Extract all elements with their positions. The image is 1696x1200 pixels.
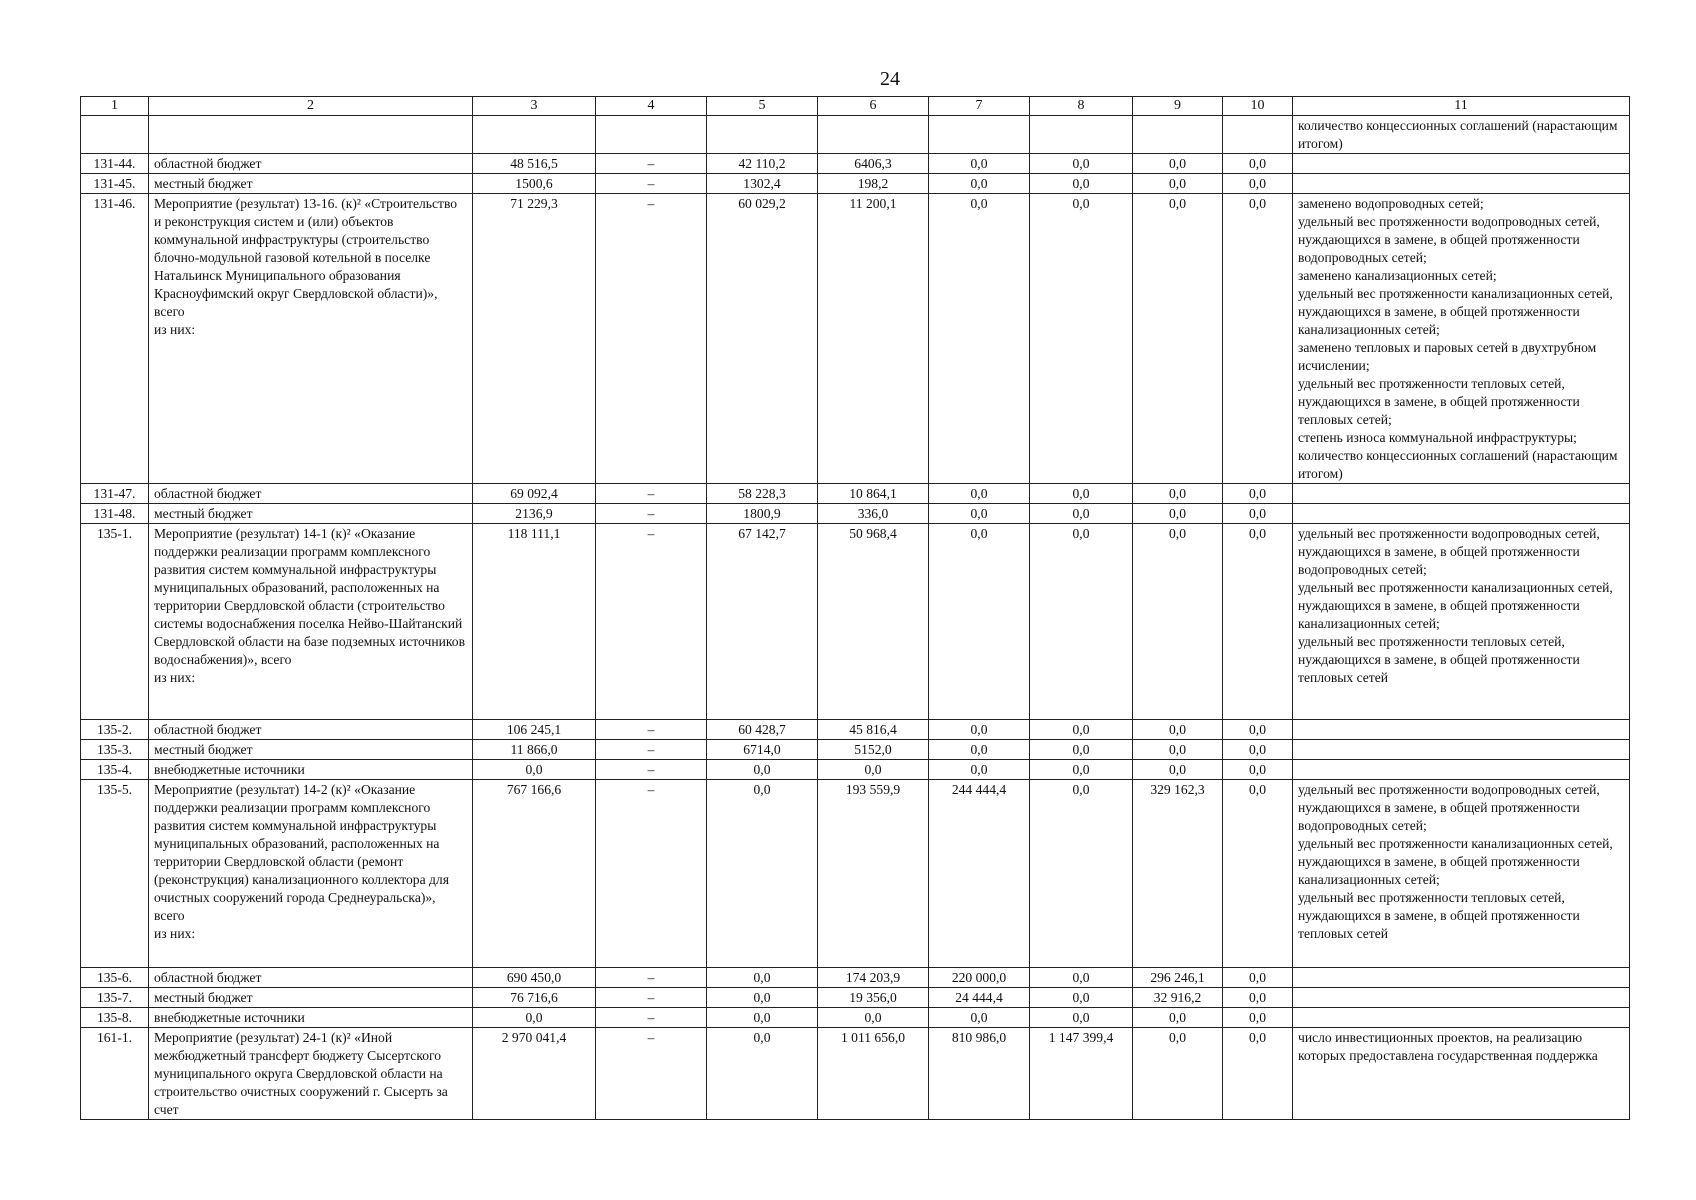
value-cell: 0,0 (1030, 988, 1133, 1008)
value-cell: 6406,3 (818, 154, 929, 174)
target-indicators (1293, 174, 1630, 194)
value-cell: – (596, 720, 707, 740)
target-indicators: число инвестиционных проектов, на реализацию которых предоставлена государственная поддержка (1293, 1028, 1630, 1120)
target-indicators: удельный вес протяженности водопроводных сетей, нуждающихся в замене, в общей протяженности водопроводных сетей; удельный вес протяженности канализационных сетей, нуждающихся в замене, в общей протяженности канализационных сетей; удельный вес протяженности тепловых сетей, нуждающихся в замене, в общей протяженности тепловых сетей (1293, 524, 1630, 720)
table-row (81, 760, 1630, 780)
value-cell: 0,0 (818, 1008, 929, 1028)
row-code: 135-4. (81, 760, 149, 780)
value-cell: 1302,4 (707, 174, 818, 194)
value-cell: – (596, 174, 707, 194)
value-cell: – (596, 194, 707, 484)
row-code: 135-1. (81, 524, 149, 720)
row-title: Мероприятие (результат) 13-16. (к)² «Строительство и реконструкция систем и (или) объектов коммунальной инфраструктуры (строительство блочно-модульной газовой котельной в поселке Натальинск Муниципального образования Красноуфимский округ Свердловской области)», всего из них: (149, 194, 473, 484)
value-cell: 198,2 (818, 174, 929, 194)
row-title: местный бюджет (149, 988, 473, 1008)
value-cell: 0,0 (1223, 780, 1293, 968)
value-cell: 296 246,1 (1133, 968, 1223, 988)
value-cell: 220 000,0 (929, 968, 1030, 988)
value-cell: 0,0 (1223, 740, 1293, 760)
value-cell: 0,0 (1030, 760, 1133, 780)
value-cell (707, 116, 818, 154)
value-cell: 0,0 (707, 780, 818, 968)
target-indicators (1293, 1008, 1630, 1028)
value-cell: 19 356,0 (818, 988, 929, 1008)
row-title: областной бюджет (149, 484, 473, 504)
value-cell: 2136,9 (473, 504, 596, 524)
value-cell: 42 110,2 (707, 154, 818, 174)
value-cell: 767 166,6 (473, 780, 596, 968)
value-cell: 0,0 (1030, 484, 1133, 504)
value-cell: 48 516,5 (473, 154, 596, 174)
row-code: 135-5. (81, 780, 149, 968)
value-cell: 67 142,7 (707, 524, 818, 720)
column-number: 4 (596, 97, 707, 116)
value-cell: 5152,0 (818, 740, 929, 760)
value-cell: 0,0 (1030, 154, 1133, 174)
value-cell: 0,0 (1133, 174, 1223, 194)
value-cell (1223, 116, 1293, 154)
row-code: 135-8. (81, 1008, 149, 1028)
value-cell: 0,0 (1030, 740, 1133, 760)
value-cell (818, 116, 929, 154)
value-cell: 0,0 (1223, 1028, 1293, 1120)
table-row (81, 116, 1630, 154)
value-cell: 1 011 656,0 (818, 1028, 929, 1120)
value-cell: 0,0 (1030, 720, 1133, 740)
value-cell: – (596, 988, 707, 1008)
column-number: 2 (149, 97, 473, 116)
target-indicators (1293, 988, 1630, 1008)
value-cell: 0,0 (1030, 504, 1133, 524)
column-number: 9 (1133, 97, 1223, 116)
value-cell (1030, 116, 1133, 154)
value-cell: 0,0 (1223, 968, 1293, 988)
value-cell: 106 245,1 (473, 720, 596, 740)
column-number: 10 (1223, 97, 1293, 116)
value-cell: 0,0 (1133, 484, 1223, 504)
row-title: Мероприятие (результат) 14-1 (к)² «Оказание поддержки реализации программ комплексного развития систем коммунальной инфраструктуры муниципальных образований, расположенных на территории Свердловской области (строительство системы водоснабжения поселка Нейво-Шайтанский Свердловской области на базе подземных источников водоснабжения)», всего из них: (149, 524, 473, 720)
value-cell: 0,0 (1223, 524, 1293, 720)
value-cell: 60 428,7 (707, 720, 818, 740)
target-indicators: заменено водопроводных сетей; удельный вес протяженности водопроводных сетей, нуждающихся в замене, в общей протяженности водопроводных сетей; заменено канализационных сетей; удельный вес протяженности канализационных сетей, нуждающихся в замене, в общей протяженности канализационных сетей; заменено тепловых и паровых сетей в двухтрубном исчислении; удельный вес протяженности тепловых сетей, нуждающихся в замене, в общей протяженности тепловых сетей; степень износа коммунальной инфраструктуры; количество концессионных соглашений (нарастающим итогом) (1293, 194, 1630, 484)
value-cell: 0,0 (929, 174, 1030, 194)
value-cell: 1 147 399,4 (1030, 1028, 1133, 1120)
value-cell: – (596, 504, 707, 524)
value-cell (929, 116, 1030, 154)
table-row (81, 524, 1630, 720)
target-indicators (1293, 504, 1630, 524)
target-indicators: количество концессионных соглашений (нарастающим итогом) (1293, 116, 1630, 154)
value-cell: 336,0 (818, 504, 929, 524)
value-cell: 0,0 (1133, 740, 1223, 760)
value-cell: 0,0 (707, 760, 818, 780)
row-code: 131-44. (81, 154, 149, 174)
row-title: областной бюджет (149, 720, 473, 740)
value-cell: 71 229,3 (473, 194, 596, 484)
table-row (81, 780, 1630, 968)
value-cell: 10 864,1 (818, 484, 929, 504)
value-cell: 0,0 (929, 194, 1030, 484)
table-row (81, 740, 1630, 760)
value-cell: 0,0 (1133, 1028, 1223, 1120)
value-cell: 0,0 (1030, 968, 1133, 988)
value-cell: 76 716,6 (473, 988, 596, 1008)
value-cell: – (596, 1028, 707, 1120)
value-cell: 0,0 (473, 1008, 596, 1028)
value-cell: 58 228,3 (707, 484, 818, 504)
row-title: Мероприятие (результат) 14-2 (к)² «Оказание поддержки реализации программ комплексного развития систем коммунальной инфраструктуры муниципальных образований, расположенных на территории Свердловской области (ремонт (реконструкция) канализационного коллектора для очистных сооружений города Среднеуральска)», всего из них: (149, 780, 473, 968)
value-cell: 0,0 (1223, 174, 1293, 194)
row-title: внебюджетные источники (149, 760, 473, 780)
value-cell (1133, 116, 1223, 154)
value-cell: 60 029,2 (707, 194, 818, 484)
value-cell: 0,0 (707, 988, 818, 1008)
value-cell: 0,0 (1223, 720, 1293, 740)
value-cell: 0,0 (929, 740, 1030, 760)
value-cell: 24 444,4 (929, 988, 1030, 1008)
value-cell: 0,0 (1223, 194, 1293, 484)
value-cell: – (596, 524, 707, 720)
value-cell: 118 111,1 (473, 524, 596, 720)
row-title: местный бюджет (149, 174, 473, 194)
target-indicators (1293, 720, 1630, 740)
column-number: 11 (1293, 97, 1630, 116)
value-cell: 69 092,4 (473, 484, 596, 504)
row-code: 131-47. (81, 484, 149, 504)
value-cell: 0,0 (929, 760, 1030, 780)
target-indicators (1293, 968, 1630, 988)
value-cell: 0,0 (1223, 154, 1293, 174)
value-cell: 0,0 (818, 760, 929, 780)
row-title: областной бюджет (149, 154, 473, 174)
value-cell: 193 559,9 (818, 780, 929, 968)
value-cell: 11 200,1 (818, 194, 929, 484)
value-cell: 0,0 (1223, 988, 1293, 1008)
value-cell: 0,0 (1030, 524, 1133, 720)
value-cell: 329 162,3 (1133, 780, 1223, 968)
value-cell: 174 203,9 (818, 968, 929, 988)
target-indicators (1293, 484, 1630, 504)
value-cell: 0,0 (1133, 194, 1223, 484)
value-cell: 0,0 (1223, 760, 1293, 780)
value-cell: – (596, 484, 707, 504)
value-cell: 32 916,2 (1133, 988, 1223, 1008)
row-title: местный бюджет (149, 504, 473, 524)
table-row (81, 504, 1630, 524)
value-cell: 0,0 (929, 484, 1030, 504)
value-cell: – (596, 968, 707, 988)
value-cell: 50 968,4 (818, 524, 929, 720)
row-title (149, 116, 473, 154)
value-cell: 0,0 (1030, 1008, 1133, 1028)
column-number: 5 (707, 97, 818, 116)
table-row (81, 1028, 1630, 1120)
row-code (81, 116, 149, 154)
value-cell: 0,0 (1133, 760, 1223, 780)
row-code: 131-48. (81, 504, 149, 524)
column-number: 3 (473, 97, 596, 116)
target-indicators: удельный вес протяженности водопроводных сетей, нуждающихся в замене, в общей протяженности водопроводных сетей; удельный вес протяженности канализационных сетей, нуждающихся в замене, в общей протяженности канализационных сетей; удельный вес протяженности тепловых сетей, нуждающихся в замене, в общей протяженности тепловых сетей (1293, 780, 1630, 968)
budget-table (80, 96, 1630, 1120)
value-cell: 690 450,0 (473, 968, 596, 988)
column-number: 6 (818, 97, 929, 116)
value-cell: 0,0 (1030, 174, 1133, 194)
row-title: областной бюджет (149, 968, 473, 988)
target-indicators (1293, 740, 1630, 760)
value-cell: 0,0 (1030, 780, 1133, 968)
row-code: 161-1. (81, 1028, 149, 1120)
value-cell: – (596, 740, 707, 760)
value-cell: – (596, 780, 707, 968)
value-cell: 6714,0 (707, 740, 818, 760)
value-cell: 0,0 (1133, 154, 1223, 174)
value-cell: 2 970 041,4 (473, 1028, 596, 1120)
value-cell: 11 866,0 (473, 740, 596, 760)
value-cell: 0,0 (929, 154, 1030, 174)
row-title: местный бюджет (149, 740, 473, 760)
value-cell: 0,0 (707, 968, 818, 988)
value-cell: – (596, 154, 707, 174)
value-cell: 0,0 (1030, 194, 1133, 484)
table-row (81, 194, 1630, 484)
value-cell: 0,0 (929, 720, 1030, 740)
table-row (81, 968, 1630, 988)
value-cell: 1800,9 (707, 504, 818, 524)
value-cell: 0,0 (929, 504, 1030, 524)
value-cell: 0,0 (1133, 720, 1223, 740)
value-cell: 0,0 (1223, 484, 1293, 504)
table-row (81, 988, 1630, 1008)
value-cell: 0,0 (473, 760, 596, 780)
value-cell (473, 116, 596, 154)
row-title: внебюджетные источники (149, 1008, 473, 1028)
table-row (81, 720, 1630, 740)
value-cell: 0,0 (1133, 1008, 1223, 1028)
row-code: 135-3. (81, 740, 149, 760)
value-cell: 0,0 (1133, 524, 1223, 720)
value-cell: 0,0 (929, 1008, 1030, 1028)
column-number: 8 (1030, 97, 1133, 116)
row-code: 135-7. (81, 988, 149, 1008)
value-cell (596, 116, 707, 154)
row-code: 131-46. (81, 194, 149, 484)
table-row (81, 484, 1630, 504)
row-code: 135-2. (81, 720, 149, 740)
target-indicators (1293, 760, 1630, 780)
value-cell: 244 444,4 (929, 780, 1030, 968)
value-cell: – (596, 760, 707, 780)
value-cell: 1500,6 (473, 174, 596, 194)
value-cell: 0,0 (929, 524, 1030, 720)
value-cell: 0,0 (1133, 504, 1223, 524)
value-cell: – (596, 1008, 707, 1028)
row-code: 135-6. (81, 968, 149, 988)
row-title: Мероприятие (результат) 24-1 (к)² «Иной межбюджетный трансферт бюджету Сысертского муниципального округа Свердловской области на строительство очистных сооружений г. Сысерть за счет (149, 1028, 473, 1120)
value-cell: 0,0 (1223, 504, 1293, 524)
page-number: 24 (880, 68, 900, 90)
value-cell: 810 986,0 (929, 1028, 1030, 1120)
value-cell: 0,0 (707, 1008, 818, 1028)
target-indicators (1293, 154, 1630, 174)
table-row (81, 154, 1630, 174)
value-cell: 0,0 (707, 1028, 818, 1120)
column-number-header-row (81, 97, 1630, 116)
value-cell: 45 816,4 (818, 720, 929, 740)
value-cell: 0,0 (1223, 1008, 1293, 1028)
row-code: 131-45. (81, 174, 149, 194)
column-number: 7 (929, 97, 1030, 116)
table-row (81, 174, 1630, 194)
column-number: 1 (81, 97, 149, 116)
table-row (81, 1008, 1630, 1028)
